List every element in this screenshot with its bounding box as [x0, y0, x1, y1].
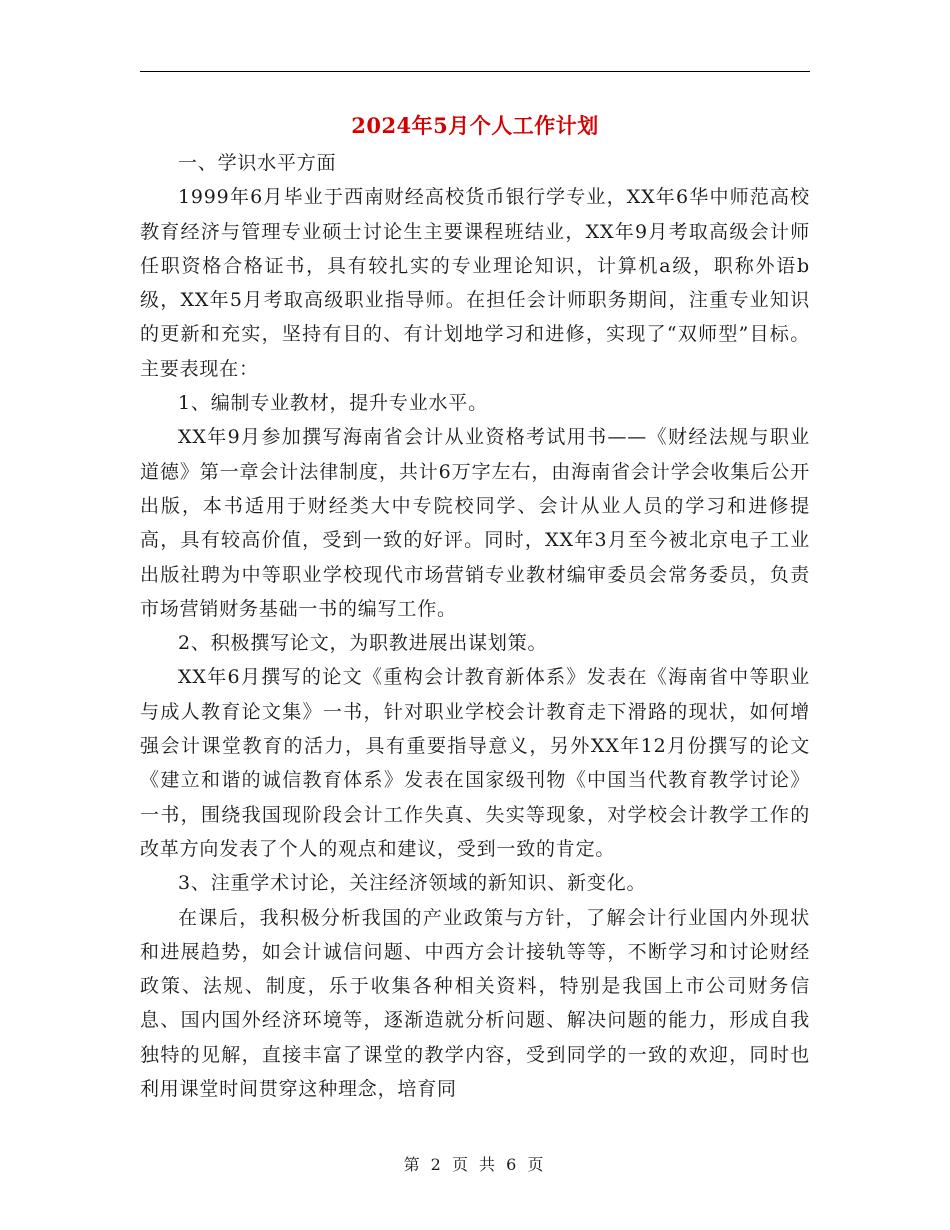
body-paragraph: XX年9月参加撰写海南省会计从业资格考试用书——《财经法规与职业道德》第一章会计法律制度，共计6万字左右，由海南省会计学会收集后公开出版，本书适用于财经类大中专院校同学、会计从业人员的学习和进修提高，具有较高价值，受到一致的好评。同时，XX年3月至今被北京电子工业出版社聘为中等职业学校现代市场营销专业教材编审委员会常务委员，负责市场营销财务基础一书的编写工作。 — [140, 426, 810, 620]
document-body — [140, 146, 810, 1106]
page-footer: 第 2 页 共 6 页 — [403, 1155, 547, 1174]
body-paragraph: 1999年6月毕业于西南财经高校货币银行学专业，XX年6华中师范高校教育经济与管理专业硕士讨论生主要课程班结业，XX年9月考取高级会计师任职资格合格证书，具有较扎实的专业理论知识，计算机a级，职称外语b级，XX年5月考取高级职业指导师。在担任会计师职务期间，注重专业知识的更新和充实，坚持有目的、有计划地学习和进修，实现了“双师型”目标。主要表现在： — [140, 186, 810, 380]
body-paragraph: XX年6月撰写的论文《重构会计教育新体系》发表在《海南省中等职业与成人教育论文集》一书，针对职业学校会计教育走下滑路的现状，如何增强会计课堂教育的活力，具有重要指导意义，另外XX年12月份撰写的论文《建立和谐的诚信教育体系》发表在国家级刊物《中国当代教育教学讨论》一书，围绕我国现阶段会计工作失真、失实等现象，对学校会计教学工作的改革方向发表了个人的观点和建议，受到一致的肯定。 — [140, 666, 810, 860]
subsection-heading: 1、编制专业教材，提升专业水平。 — [178, 392, 488, 415]
section-heading: 一、学识水平方面 — [178, 152, 337, 174]
subsection-heading: 3、注重学术讨论，关注经济领域的新知识、新变化。 — [178, 872, 647, 895]
header-rule — [140, 71, 810, 72]
subsection-heading: 2、积极撰写论文，为职教进展出谋划策。 — [178, 632, 548, 655]
body-paragraph: 在课后，我积极分析我国的产业政策与方针，了解会计行业国内外现状和进展趋势，如会计诚信问题、中西方会计接轨等等，不断学习和讨论财经政策、法规、制度，乐于收集各种相关资料，特别是我国上市公司财务信息、国内国外经济环境等，逐渐造就分析问题、解决问题的能力，形成自我独特的见解，直接丰富了课堂的教学内容，受到同学的一致的欢迎，同时也利用课堂时间贯穿这种理念，培育同 — [140, 906, 810, 1101]
document-title: 2024年5月个人工作计划 — [351, 113, 599, 138]
